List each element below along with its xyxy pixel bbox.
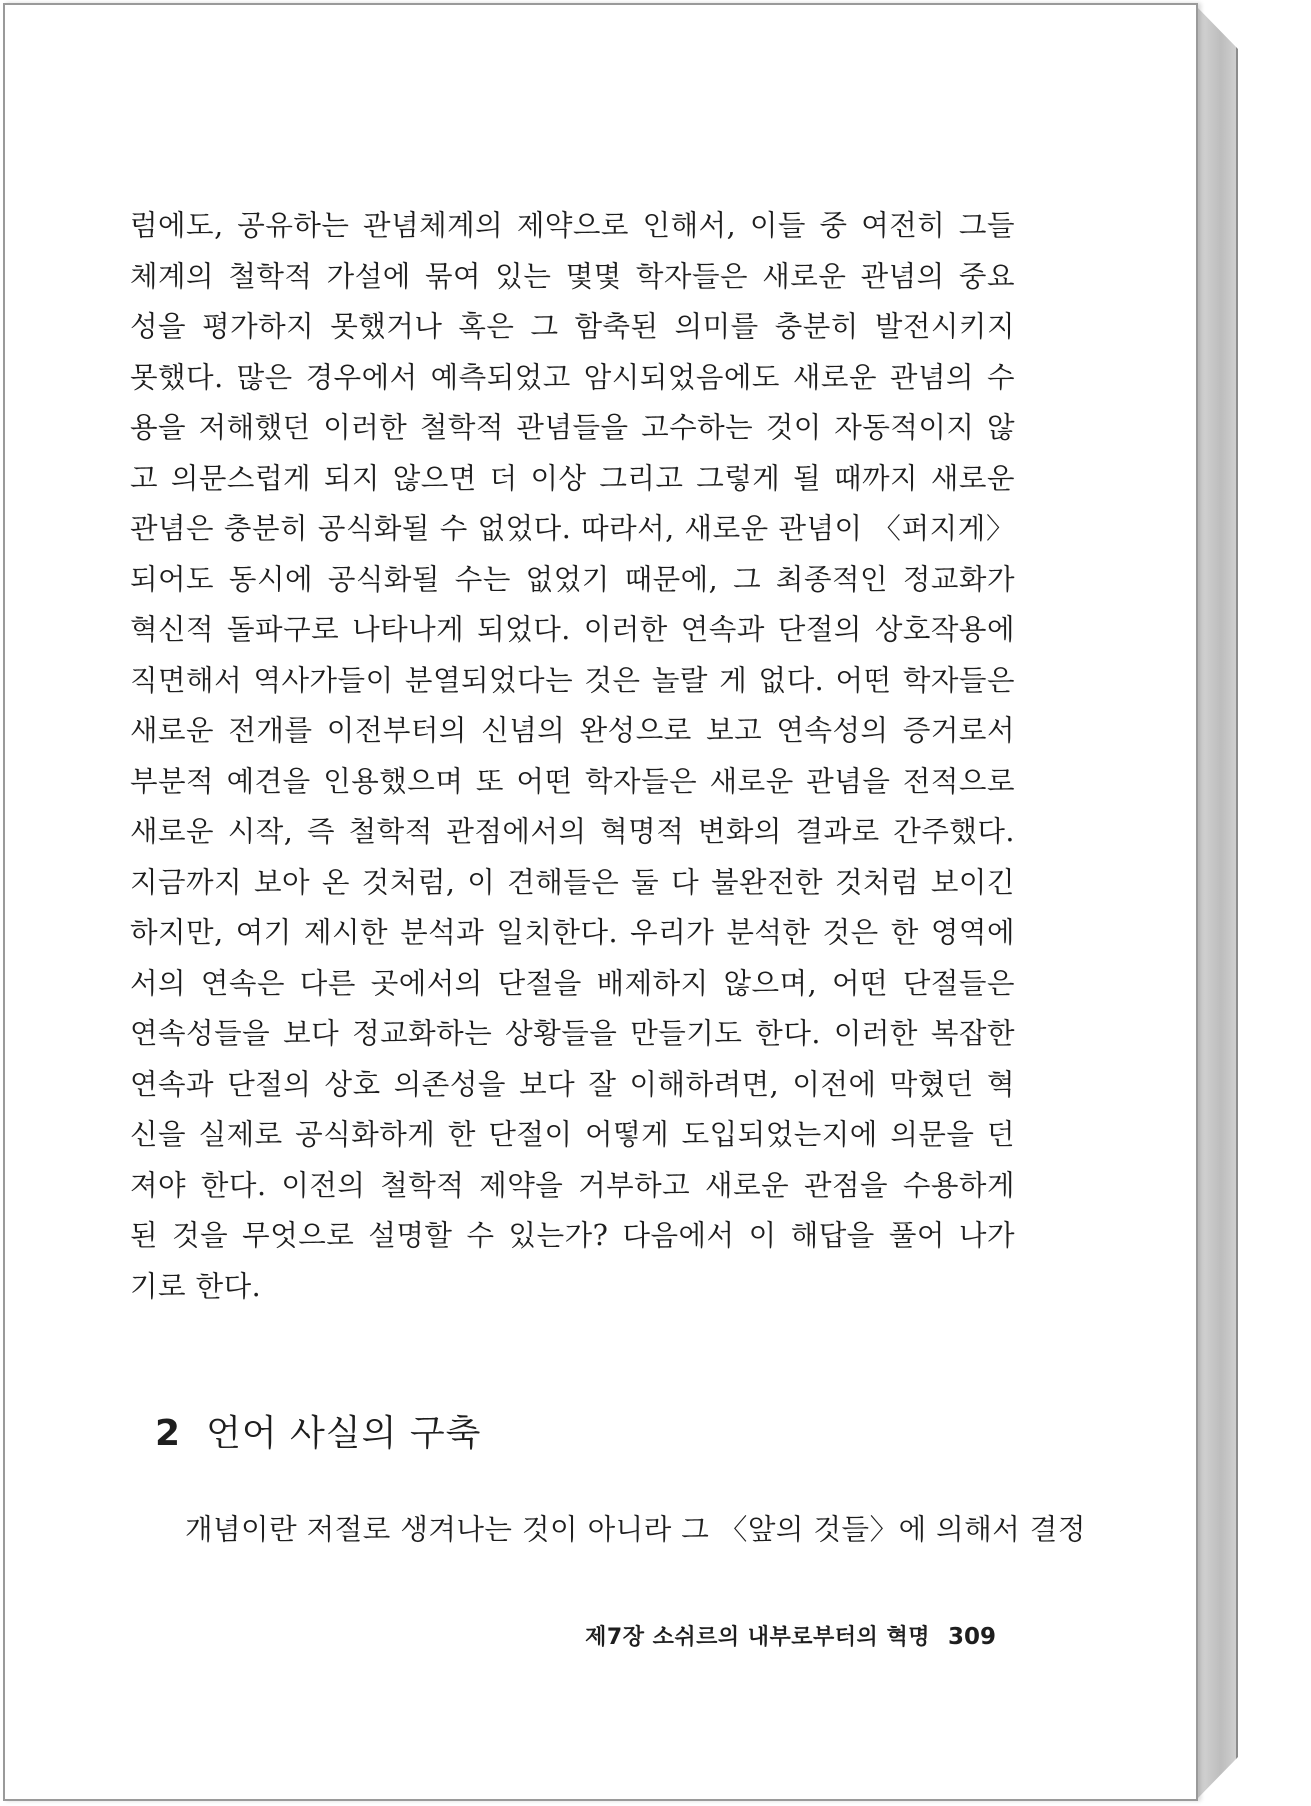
text-line: 지금까지 보아 온 것처럼, 이 견해들은 둘 다 불완전한 것처럼 보이긴 [130, 865, 1015, 899]
section-title: 언어 사실의 구축 [206, 1413, 482, 1454]
page-number: 309 [947, 1624, 996, 1650]
text-line: 되어도 동시에 공식화될 수는 없었기 때문에, 그 최종적인 정교화가 [130, 562, 1015, 596]
text-line: 용을 저해했던 이러한 철학적 관념들을 고수하는 것이 자동적이지 않 [130, 411, 1015, 444]
text-line: 연속성들을 보다 정교화하는 상황들을 만들기도 한다. 이러한 복잡한 [130, 1017, 1015, 1050]
text-line: 져야 한다. 이전의 철학적 제약을 거부하고 새로운 관점을 수용하게 [130, 1168, 1015, 1202]
section-heading [155, 1405, 481, 1456]
section-first-line: 개념이란 저절로 생겨나는 것이 아니라 그 〈앞의 것들〉에 의해서 결정 [185, 1513, 1086, 1546]
text-line: 연속과 단절의 상호 의존성을 보다 잘 이해하려면, 이전에 막혔던 혁 [130, 1067, 1015, 1101]
text-line: 부분적 예견을 인용했으며 또 어떤 학자들은 새로운 관념을 전적으로 [130, 764, 1015, 798]
text-line: 신을 실제로 공식화하게 한 단절이 어떻게 도입되었는지에 의문을 던 [130, 1118, 1015, 1151]
text-line: 고 의문스럽게 되지 않으면 더 이상 그리고 그렇게 될 때까지 새로운 [130, 461, 1015, 495]
text-line: 기로 한다. [130, 1269, 262, 1303]
text-line: 럼에도, 공유하는 관념체계의 제약으로 인해서, 이들 중 여전히 그들 [130, 209, 1015, 242]
text-line: 새로운 전개를 이전부터의 신념의 완성으로 보고 연속성의 증거로서 [130, 714, 1015, 747]
text-line: 새로운 시작, 즉 철학적 관점에서의 혁명적 변화의 결과로 간주했다. [130, 815, 1015, 848]
text-line: 성을 평가하지 못했거나 혹은 그 함축된 의미를 충분히 발전시키지 [130, 310, 1015, 343]
text-line: 혁신적 돌파구로 나타나게 되었다. 이러한 연속과 단절의 상호작용에 [130, 613, 1015, 646]
text-line: 관념은 충분히 공식화될 수 없었다. 따라서, 새로운 관념이 〈퍼지게〉 [130, 512, 1015, 545]
section-number: 2 [155, 1413, 181, 1454]
text-line: 된 것을 무엇으로 설명할 수 있는가? 다음에서 이 해답을 풀어 나가 [130, 1219, 1015, 1252]
book-page-edges [1196, 6, 1238, 1800]
text-line: 서의 연속은 다른 곳에서의 단절을 배제하지 않으며, 어떤 단절들은 [130, 966, 1015, 1000]
text-line: 못했다. 많은 경우에서 예측되었고 암시되었음에도 새로운 관념의 수 [130, 360, 1015, 394]
text-line: 직면해서 역사가들이 분열되었다는 것은 놀랄 게 없다. 어떤 학자들은 [130, 663, 1015, 697]
text-line: 체계의 철학적 가설에 묶여 있는 몇몇 학자들은 새로운 관념의 중요 [130, 259, 1015, 293]
running-footer [585, 1620, 996, 1651]
text-line: 하지만, 여기 제시한 분석과 일치한다. 우리가 분석한 것은 한 영역에 [130, 916, 1015, 949]
body-paragraph [130, 201, 1015, 1312]
chapter-title: 제7장 소쉬르의 내부로부터의 혁명 [585, 1625, 930, 1650]
book-page [3, 3, 1198, 1801]
